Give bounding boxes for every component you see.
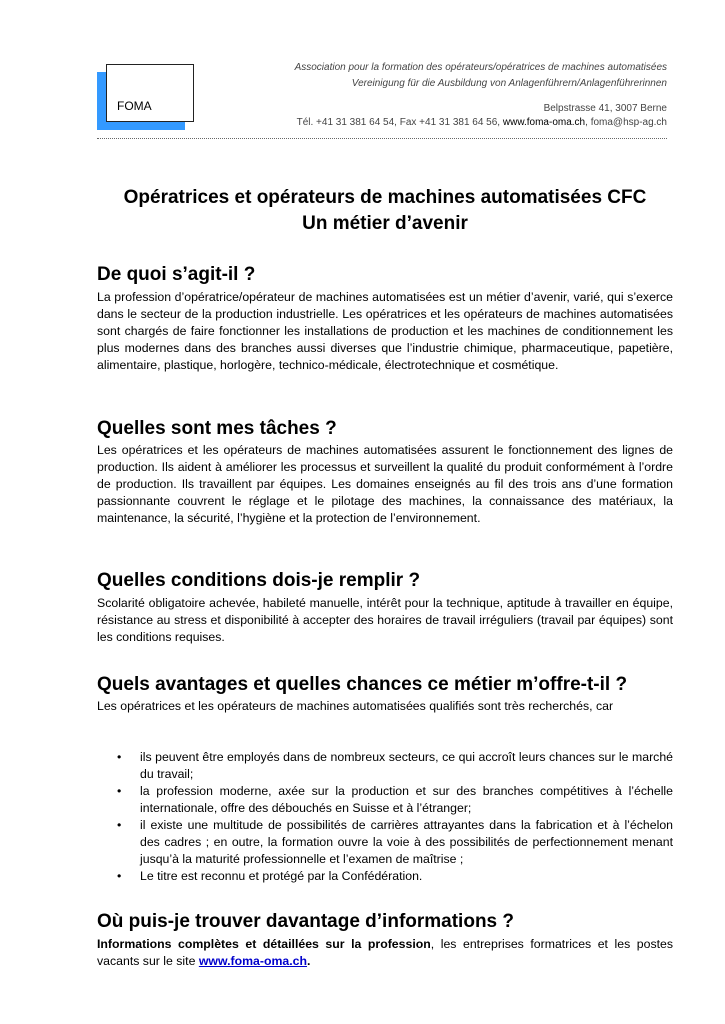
website-link[interactable]: www.foma-oma.ch [198,954,308,968]
info-bold-text: Informations complètes et détaillées sur la profession [97,937,431,951]
section-heading-tasks: Quelles sont mes tâches ? [97,418,337,439]
header-divider [97,138,667,139]
list-item: • la profession moderne, axée sur la production et sur des branches compétitives à l’échelle internationale, offre des débouchés en Suisse et à l’étranger; [97,783,673,817]
contact-separator: , [585,117,591,128]
section-heading-what: De quoi s’agit-il ? [97,264,256,285]
title-line-1: Opératrices et opérateurs de machines automatisées CFC [123,187,647,208]
email-link[interactable]: foma@hsp-ag.ch [590,117,667,128]
section-text-conditions: Scolarité obligatoire achevée, habileté manuelle, intérêt pour la technique, aptitude à travailler en équipe, résistance au stress et disponibilité à accepter des horaires de travail irréguliers (travail par équipes) sont les conditions requises. [97,596,673,644]
section-text-what: La profession d’opératrice/opérateur de machines automatisées est un métier d’avenir, varié, qui s’exerce dans le secteur de la production industrielle. Les opératrices et les opérateurs de machines automatisées sont chargés de faire fonctionner les installations de production et les machines de conditionnement les plus modernes dans des branches aussi diverses que l’industrie chimique, pharmaceutique, papetière, alimentaire, plastique, horlogère, technico-médicale, électrotechnique et cosmétique. [97,290,673,372]
section-text-info [97,936,673,970]
section-heading-conditions: Quelles conditions dois-je remplir ? [97,570,421,591]
header-website-link[interactable]: www.foma-oma.ch [502,117,586,128]
association-line-fr: Association pour la formation des opérateurs/opératrices de machines automatisées [294,62,667,73]
phone-fax: Tél. +41 31 381 64 54, Fax +41 31 381 64 56, [296,117,503,128]
info-end: . [307,954,311,968]
foma-logo [106,64,194,122]
section-heading-info: Où puis-je trouver davantage d’informations ? [97,911,514,932]
section-heading-advantages: Quels avantages et quelles chances ce métier m’offre-t-il ? [97,674,628,695]
association-line-de: Vereinigung für die Ausbildung von Anlagenführern/Anlagenführerinnen [351,78,667,89]
address: Belpstrasse 41, 3007 Berne [543,103,667,114]
contact-line [297,117,667,128]
info-text: , les entreprises formatrices et les postes vacants sur le site [97,937,674,968]
list-item: • ils peuvent être employés dans de nombreux secteurs, ce qui accroît leurs chances sur le marché du travail; [97,749,673,783]
section-text-tasks: Les opératrices et les opérateurs de machines automatisées assurent le fonctionnement des lignes de production. Ils aident à améliorer les processus et surveillent la qualité du produit conformément à l’ordre de production. Ils travaillent par équipes. Les domaines enseignés au fil des trois ans d’une formation passionnante couvrent le réglage et le pilotage des machines, la connaissance des matériaux, la maintenance, la sécurité, l’hygiène et la protection de l’environnement. [97,443,673,525]
logo-text: FOMA [117,99,152,113]
title-line-2: Un métier d’avenir [302,213,468,234]
page-title [97,185,673,237]
advantages-list [97,749,673,885]
list-item: • il existe une multitude de possibilités de carrières attrayantes dans la fabrication et à l’échelon des cadres ; en outre, la formation ouvre la voie à des possibilités de perfectionnement menant jusqu’à la maturité professionnelle et l’examen de maîtrise ; [97,817,673,868]
section-text-advantages: Les opératrices et les opérateurs de machines automatisées qualifiés sont très recherchés, car [97,699,614,713]
list-item: • Le titre est reconnu et protégé par la Confédération. [97,868,673,885]
